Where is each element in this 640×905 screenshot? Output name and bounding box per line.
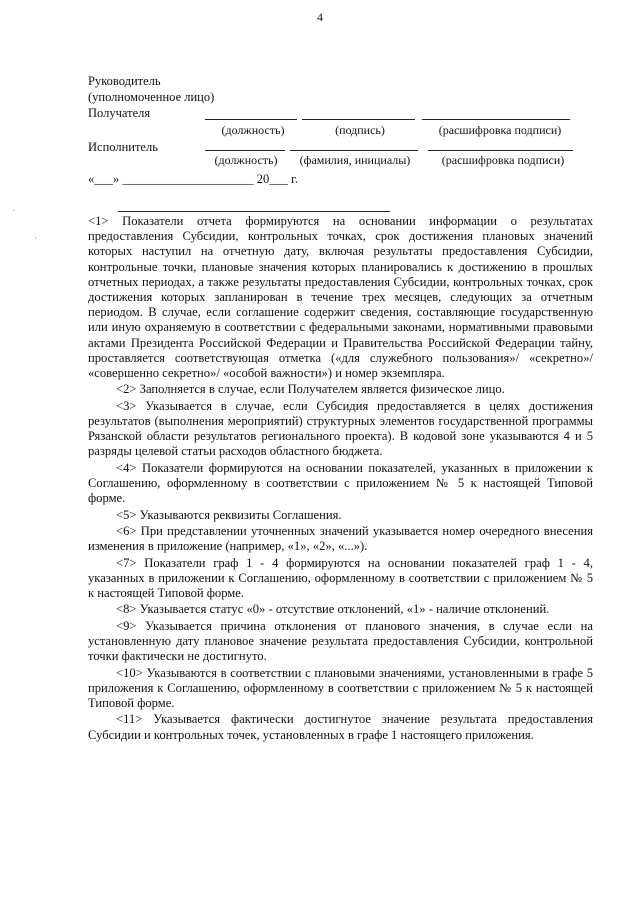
footnote-10: <10> Указываются в соответствии с плановыми значениями, установленными в графе 5 приложения к Соглашению, оформленному в соответствии с приложением № 5 к настоящей Типовой форме. [88, 665, 593, 710]
margin-mark: ˈ [34, 236, 38, 247]
scan-speck: · [12, 206, 16, 217]
footnote-3: <3> Указывается в случае, если Субсидия предоставляется в целях достижения результатов (выполнения мероприятий) структурных элементов государственной программы Рязанской области результатов регионального проекта). В кодовой зоне указываются 4 и 5 разряды целевой статьи расходов областного бюджета. [88, 398, 593, 459]
footnote-7: <7> Показатели граф 1 - 4 формируются на основании показателей граф 1 - 4, указанных в приложении к Соглашению, оформленному в соответствии с приложением № 5 к настоящей Типовой форме. [88, 555, 593, 600]
date-line: «___» _____________________ 20___ г. [88, 172, 298, 186]
executor-name-line [290, 150, 418, 151]
footnote-1: <1> Показатели отчета формируются на основании информации о результатах предоставления Субсидии, контрольных точках, срок достижения плановых значений которых наступил на отчетную дату, включая результаты предоставления Субсидии, контрольные точки, плановые значения которых планировались к достижению в прошлых отчетных периодах, а также результаты предоставления Субсидии, контрольных точках, срок достижения которых запланирован в течение трех месяцев, следующих за отчетным периодом. В случае, если соглашение содержит сведения, составляющие государственную или иную охраняемую в соответствии с федеральными законами, нормативными правовыми актами Президента Российской Федерации и Правительства Российской Федерации тайну, проставляется соответствующая отметка («для служебного пользования»/ «секретно»/ «совершенно секретно»/ «особой важности») и номер экземпляра. [88, 214, 593, 381]
executor-position-caption: (должность) [214, 153, 278, 167]
executor-label: Исполнитель [88, 140, 158, 154]
footnote-5: <5> Указываются реквизиты Соглашения. [116, 507, 342, 522]
head-title-line: Руководитель [88, 74, 161, 88]
footnote-9: <9> Указывается причина отклонения от планового значения, в случае если на установленную дату плановое значение результата предоставления Субсидии, контрольной точки фактически не достигнуто. [88, 618, 593, 664]
footnote-6: <6> При представлении уточненных значений указывается номер очередного внесения изменения в приложение (например, «1», «2», «...»). [88, 524, 593, 554]
footnote-separator [118, 211, 390, 212]
signature-decoding-caption: (расшифровка подписи) [438, 123, 562, 137]
signature-decoding-line [422, 119, 570, 120]
executor-name-caption: (фамилия, инициалы) [299, 153, 411, 167]
signature-caption: (подпись) [335, 123, 385, 137]
signature-line [302, 119, 415, 120]
recipient-line: Получателя [88, 106, 151, 120]
executor-decoding-line [428, 150, 573, 151]
executor-decoding-caption: (расшифровка подписи) [441, 153, 565, 167]
footnote-8: <8> Указывается статус «0» - отсутствие отклонений, «1» - наличие отклонений. [116, 602, 550, 617]
executor-position-line [205, 150, 285, 151]
authorized-person-line: (уполномоченное лицо) [88, 90, 215, 104]
footnote-2: <2> Заполняется в случае, если Получателем является физическое лицо. [116, 382, 505, 397]
footnote-4: <4> Показатели формируются на основании показателей, указанных в приложении к Соглашению, оформленному в соответствии с приложением № 5 к настоящей Типовой форме. [88, 460, 593, 506]
page-number: 4 [317, 10, 323, 24]
position-caption: (должность) [221, 123, 285, 137]
footnotes [88, 214, 593, 744]
position-signature-line [205, 119, 297, 120]
footnote-11: <11> Указывается фактически достигнутое значение результата предоставления Субсидии и контрольных точек, установленных в графе 1 настоящего приложения. [88, 712, 593, 742]
